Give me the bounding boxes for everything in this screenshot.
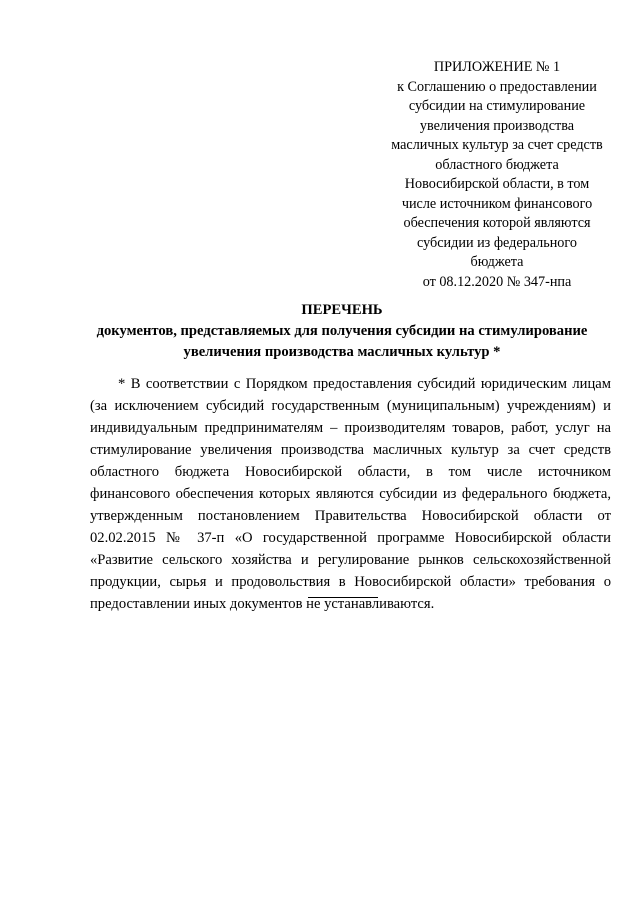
- appendix-title: ПРИЛОЖЕНИЕ № 1: [433, 59, 561, 75]
- paragraph-line: (за исключением субсидий государственным (муниципальным) учреждениям) и: [90, 398, 611, 414]
- appendix-line: бюджета: [470, 254, 524, 270]
- paragraph-line: продукции, сырья и продовольствия в Новосибирской области» требования о: [90, 574, 611, 590]
- footnote-paragraph: [90, 373, 611, 615]
- appendix-header: [372, 58, 622, 292]
- appendix-line: областного бюджета: [435, 156, 559, 173]
- appendix-line: субсидии из федерального: [417, 234, 577, 251]
- paragraph-line: индивидуальным предпринимателям – производителям товаров, работ, услуг на: [90, 420, 611, 436]
- appendix-line: к Соглашению о предоставлении: [397, 78, 597, 95]
- document-title: [60, 300, 624, 363]
- appendix-line: числе источником финансового: [401, 195, 593, 212]
- paragraph-line: предоставлении иных документов не устанавливаются.: [90, 596, 435, 612]
- appendix-line: субсидии на стимулирование: [408, 98, 586, 114]
- appendix-line: масличных культур за счет средств: [391, 137, 603, 153]
- paragraph-line: областного бюджета Новосибирской области, в том числе источником: [90, 464, 611, 480]
- paragraph-line: «Развитие сельского хозяйства и регулирование рынков сельскохозяйственной: [90, 552, 611, 568]
- appendix-date-number: от 08.12.2020 № 347-нпа: [422, 273, 572, 290]
- paragraph-line: * В соответствии с Порядком предоставления субсидий юридическим лицам: [118, 376, 611, 392]
- closing-divider: [308, 597, 378, 598]
- paragraph-line: 02.02.2015 № 37-п «О государственной программе Новосибирской области: [90, 530, 611, 546]
- paragraph-line: стимулирование увеличения производства масличных культур за счет средств: [90, 442, 611, 458]
- title-heading: ПЕРЕЧЕНЬ: [301, 302, 383, 318]
- appendix-line: обеспечения которой являются: [403, 215, 591, 231]
- paragraph-line: утвержденным постановлением Правительства Новосибирской области от: [90, 508, 611, 524]
- appendix-line: увеличения производства: [419, 117, 575, 134]
- paragraph-line: финансового обеспечения которых являются субсидии из федерального бюджета,: [90, 486, 611, 502]
- appendix-line: Новосибирской области, в том: [404, 176, 590, 192]
- title-line: документов, представляемых для получения субсидии на стимулирование: [96, 323, 588, 339]
- title-line: увеличения производства масличных культур *: [183, 344, 501, 360]
